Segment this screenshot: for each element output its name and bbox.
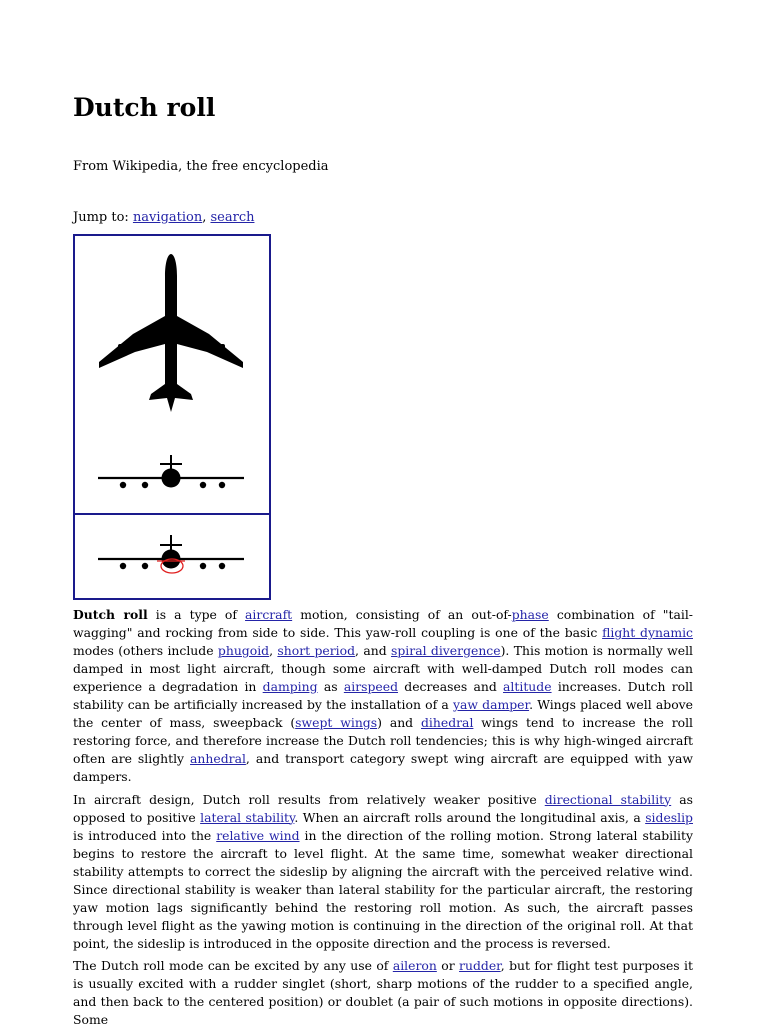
- jump-separator: ,: [202, 210, 211, 225]
- body-text: combination of "tail-wagging" and rocking from side to side. This yaw-roll coupling is one of the basic: [73, 607, 693, 640]
- navigation-link[interactable]: navigation: [132, 210, 203, 225]
- body-text: The Dutch roll mode can be excited by any use of: [73, 958, 393, 973]
- article-link[interactable]: sideslip: [645, 809, 693, 825]
- aircraft-front-view-icon: [98, 455, 244, 488]
- body-text: modes (others include: [73, 643, 218, 658]
- body-text: decreases and: [398, 679, 504, 694]
- jump-prefix: Jump to:: [73, 210, 133, 225]
- bold-term: Dutch roll: [73, 607, 148, 622]
- body-text: ,: [269, 643, 278, 658]
- body-text: as: [317, 679, 344, 694]
- article-link[interactable]: phugoid: [217, 643, 270, 658]
- article-link[interactable]: aircraft: [245, 607, 293, 622]
- article-link[interactable]: phase: [511, 607, 549, 622]
- article-link[interactable]: altitude: [503, 679, 552, 694]
- body-text: , but for flight test purposes it is usually excited with a rudder singlet (short, sharp motions of the rudder to a specified angle, and then back to the centered position) or doublet (a pair of such motions in opposite directions). Some: [73, 958, 693, 1027]
- article-link[interactable]: anhedral: [190, 751, 246, 766]
- search-link[interactable]: search: [210, 210, 255, 225]
- aircraft-views-svg: [75, 236, 269, 514]
- aircraft-top-view-icon: [99, 254, 243, 412]
- body-text: , and transport category swept wing aircraft are equipped with yaw dampers.: [73, 751, 693, 784]
- body-text: . Wings placed well above the center of mass, sweepback (: [73, 697, 694, 730]
- body-text: or: [436, 958, 460, 973]
- body-paragraph: [73, 957, 693, 1029]
- article-link[interactable]: damping: [262, 679, 318, 694]
- body-text: , and: [355, 643, 392, 658]
- article-link[interactable]: relative wind: [216, 827, 300, 843]
- body-text: In aircraft design, Dutch roll results from relatively weaker positive: [73, 791, 545, 807]
- body-paragraph: [73, 791, 693, 953]
- article-body: [73, 606, 693, 1034]
- article-link[interactable]: spiral divergence: [391, 643, 501, 658]
- body-text: increases. Dutch roll stability can be artificially increased by the installation of a: [73, 679, 694, 712]
- figure-panel-bottom: [73, 513, 271, 600]
- aircraft-front-highlight-svg: [75, 515, 269, 598]
- body-text: motion, consisting of an out-of-: [292, 607, 512, 622]
- article-link[interactable]: flight dynamic: [602, 625, 693, 640]
- body-text: is a type of: [147, 607, 246, 622]
- article-link[interactable]: lateral stability: [200, 809, 295, 825]
- article-link[interactable]: aileron: [392, 958, 437, 973]
- body-text: ). This motion is normally well damped in most light aircraft, though some aircraft with well-damped Dutch roll modes can experience a degradation in: [73, 643, 693, 694]
- figure-panel-top: [73, 234, 271, 516]
- body-paragraph: [73, 606, 693, 786]
- article-link[interactable]: rudder: [459, 958, 501, 973]
- aircraft-front-view-highlighted-icon: [98, 535, 244, 569]
- body-text: in the direction of the rolling motion. Strong lateral stability begins to restore the aircraft to level flight. At the same time, somewhat weaker directional stability attempts to correct the sideslip by aligning the aircraft with the perceived relative wind. Since directional stability is weaker than lateral stability for the particular aircraft, the restoring yaw motion lags significantly behind the restoring roll motion. As such, the aircraft passes through level flight as the yawing motion is continuing in the direction of the original roll. At that point, the sideslip is introduced in the opposite direction and the process is reversed.: [73, 827, 693, 951]
- article-link[interactable]: airspeed: [343, 679, 399, 694]
- article-link[interactable]: directional stability: [544, 791, 672, 807]
- body-text: wings tend to increase the roll restoring force, and therefore increase the Dutch roll tendencies; this is why high-winged aircraft often are slightly: [73, 715, 693, 766]
- jump-links: [73, 208, 254, 228]
- article-link[interactable]: swept wings: [295, 715, 378, 730]
- article-link[interactable]: dihedral: [421, 715, 474, 730]
- article-link[interactable]: yaw damper: [452, 697, 530, 712]
- body-text: as opposed to positive: [73, 791, 693, 825]
- site-tagline: From Wikipedia, the free encyclopedia: [73, 159, 329, 174]
- body-text: . When an aircraft rolls around the longitudinal axis, a: [294, 809, 646, 825]
- page-title: Dutch roll: [73, 93, 216, 122]
- article-link[interactable]: short period: [277, 643, 356, 658]
- body-text: is introduced into the: [73, 827, 217, 843]
- body-text: ) and: [377, 715, 421, 730]
